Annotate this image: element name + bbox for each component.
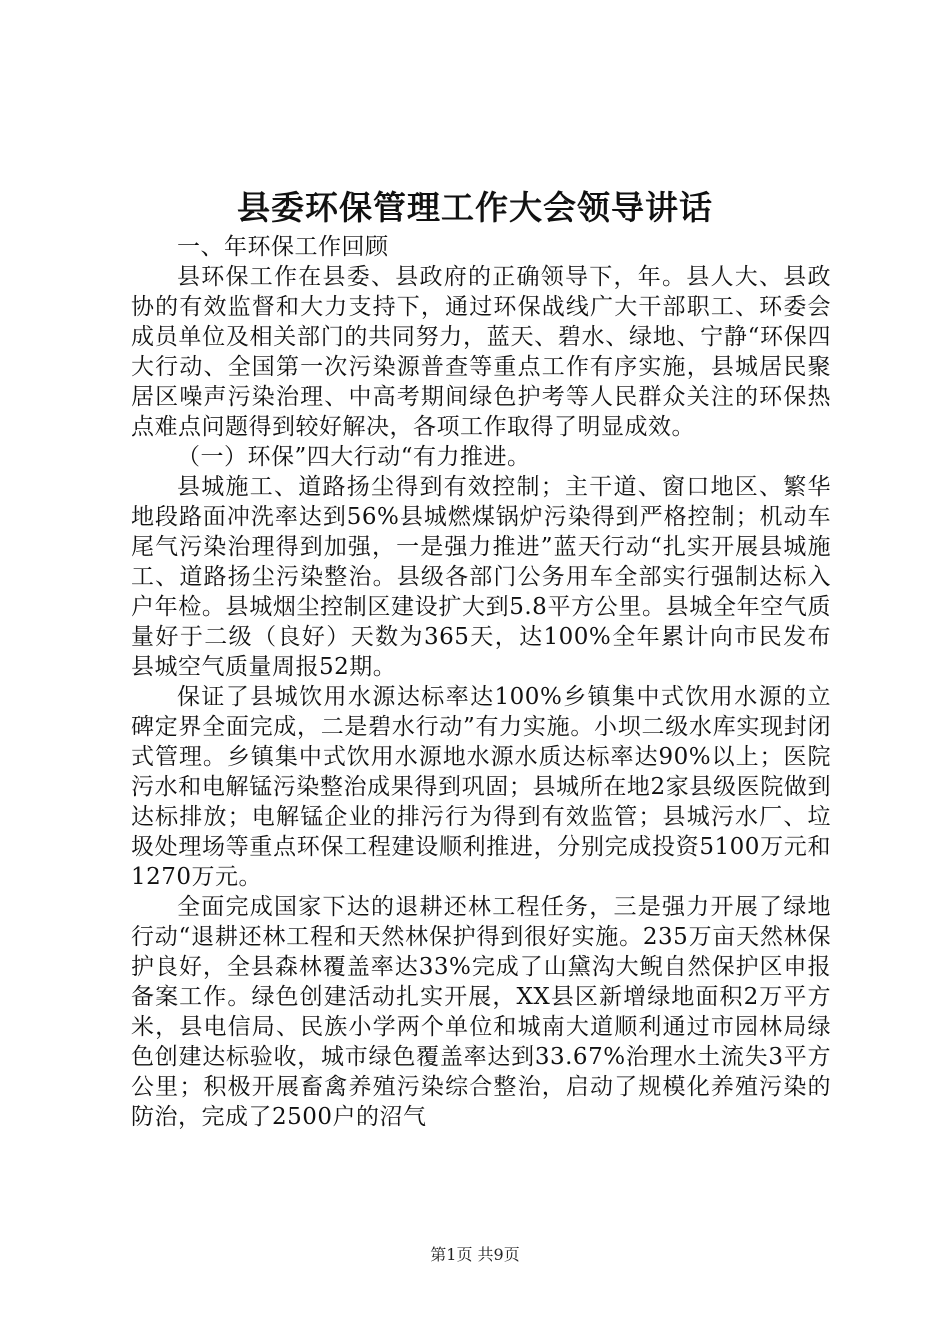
document-body — [131, 232, 831, 1132]
paragraph: 保证了县城饮用水源达标率达100%乡镇集中式饮用水源的立碑定界全面完成，二是碧水行动”有力实施。小坝二级水库实现封闭式管理。乡镇集中式饮用水源地水源水质达标率达90%以上；医院污水和电解锰污染整治成果得到巩固；县城所在地2家县级医院做到达标排放；电解锰企业的排污行为得到有效监管；县城污水厂、垃圾处理场等重点环保工程建设顺利推进，分别完成投资5100万元和1270万元。 — [131, 684, 831, 890]
page-total: 共9页 — [477, 1245, 520, 1264]
page-footer — [0, 1244, 950, 1266]
section-heading: 一、年环保工作回顾 — [177, 234, 389, 260]
paragraph: 县城施工、道路扬尘得到有效控制；主干道、窗口地区、繁华地段路面冲洗率达到56%县城燃煤锅炉污染得到严格控制；机动车尾气污染治理得到加强，一是强力推进”蓝天行动“扎实开展县城施工、道路扬尘污染整治。县级各部门公务用车全部实行强制达标入户年检。县城烟尘控制区建设扩大到5.8平方公里。县城全年空气质量好于二级（良好）天数为365天，达100%全年累计向市民发布县城空气质量周报52期。 — [131, 474, 831, 680]
paragraph: 全面完成国家下达的退耕还林工程任务，三是强力开展了绿地行动“退耕还林工程和天然林保护得到很好实施。235万亩天然林保护良好，全县森林覆盖率达33%完成了山黛沟大鲵自然保护区申报备案工作。绿色创建活动扎实开展，XX县区新增绿地面积2万平方米，县电信局、民族小学两个单位和城南大道顺利通过市园林局绿色创建达标验收，城市绿色覆盖率达到33.67%治理水土流失3平方公里；积极开展畜禽养殖污染综合整治，启动了规模化养殖污染的防治，完成了2500户的沼气 — [131, 894, 831, 1130]
page-number: 第1页 — [430, 1245, 473, 1264]
subsection-heading: （一）环保”四大行动“有力推进。 — [177, 444, 531, 470]
paragraph: 县环保工作在县委、县政府的正确领导下，年。县人大、县政协的有效监督和大力支持下，通过环保战线广大干部职工、环委会成员单位及相关部门的共同努力，蓝天、碧水、绿地、宁静“环保四大行动、全国第一次污染源普查等重点工作有序实施，县城居民聚居区噪声污染治理、中高考期间绿色护考等人民群众关注的环保热点难点问题得到较好解决，各项工作取得了明显成效。 — [131, 264, 831, 440]
document-title: 县委环保管理工作大会领导讲话 — [237, 188, 713, 227]
